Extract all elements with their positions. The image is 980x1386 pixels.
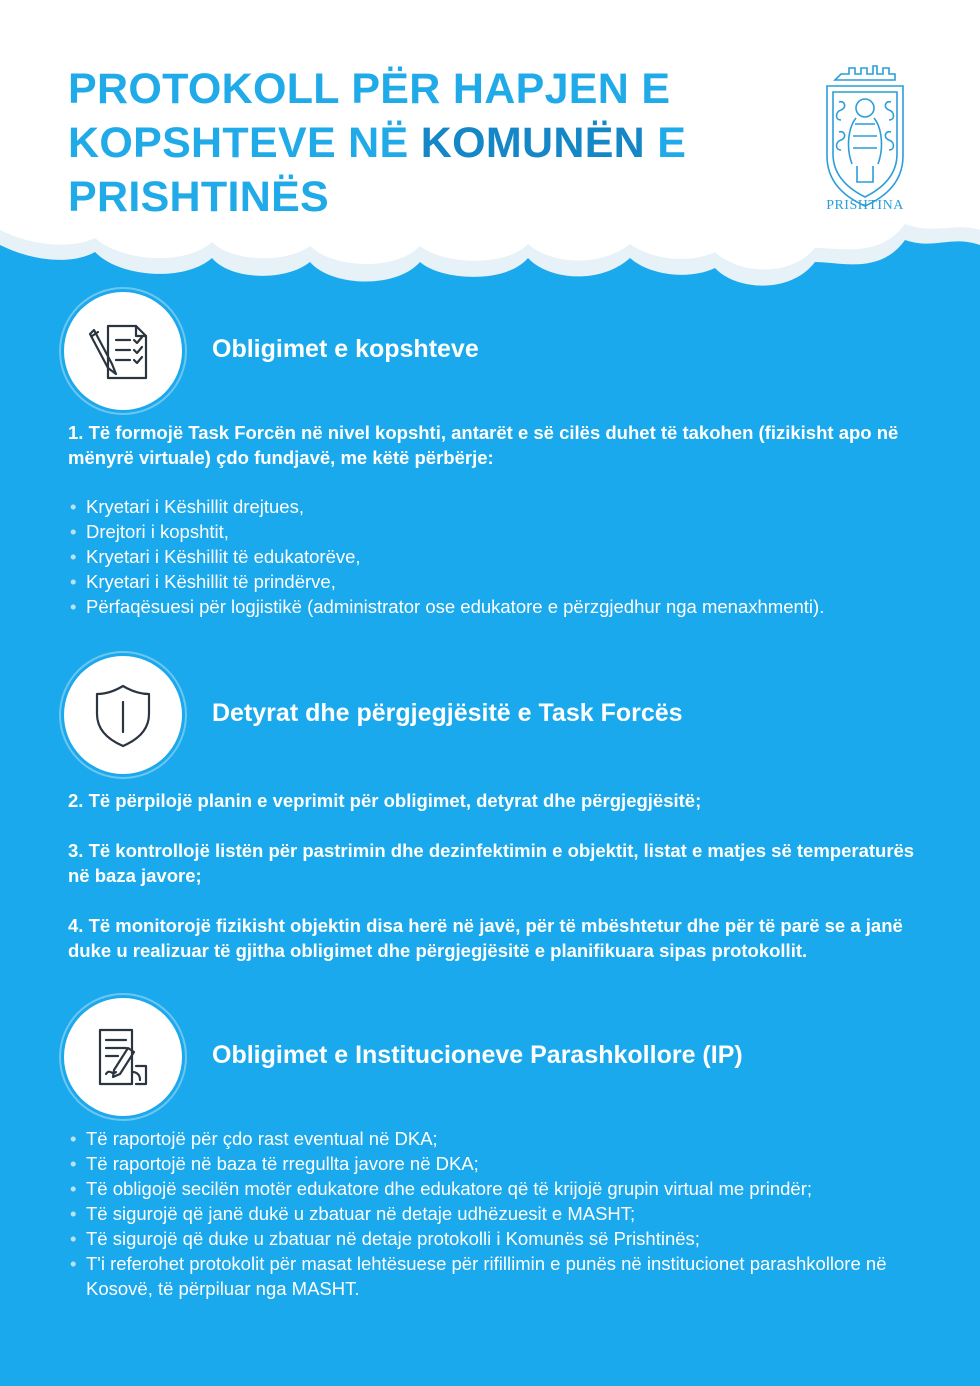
section-2-paragraph-1: 2. Të përpilojë planin e veprimit për obligimet, detyrat dhe përgjegjësitë; <box>68 790 702 811</box>
logo-text: PRISHTINA <box>826 198 904 213</box>
title-part-1: PROTOKOLL PËR HAPJEN E KOPSHTEVE NË <box>68 65 671 167</box>
list-item: • Të raportojë për çdo rast eventual në DKA; <box>68 1126 928 1151</box>
section-title-obligimet-ip: Obligimet e Institucioneve Parashkollore (IP) <box>212 1041 743 1069</box>
list-item: • Të sigurojë që duke u zbatuar në detaje protokolli i Komunës së Prishtinës; <box>68 1226 928 1251</box>
page-title <box>68 62 788 224</box>
document-signing-icon <box>64 998 182 1116</box>
checklist-pencil-icon <box>64 292 182 410</box>
list-item: • Kryetari i Këshillit të prindërve, <box>68 569 928 594</box>
section-title-detyrat-task-force: Detyrat dhe përgjegjësitë e Task Forcës <box>212 699 683 727</box>
section-2-paragraph-3: 4. Të monitorojë fizikisht objektin disa herë në javë, për të mbështetur dhe për të parë se a janë duke u realizuar të gjitha obligimet dhe përgjegjësitë e planifikuara sipas protokollit. <box>68 915 903 961</box>
title-part-2: KOMUNËN <box>420 119 646 167</box>
list-item: • Kryetari i Këshillit të edukatorëve, <box>68 544 928 569</box>
list-item: • Të obligojë secilën motër edukatore dhe edukatore që të krijojë grupin virtual me prindër; <box>68 1176 928 1201</box>
header <box>0 0 980 330</box>
section-2-paragraph-2: 3. Të kontrollojë listën për pastrimin dhe dezinfektimin e objektit, listat e matjes së temperaturës në baza javore; <box>68 840 915 886</box>
list-item: • T'i referohet protokolit për masat lehtësuese për rifillimin e punës në institucionet parashkollore në Kosovë, të përpiluar nga MASHT. <box>68 1251 928 1301</box>
list-item: • Përfaqësuesi për logjistikë (administrator ose edukatore e përzgjedhur nga menaxhmenti). <box>68 594 928 619</box>
section-3-bullet-list <box>68 1126 928 1301</box>
section-title-obligimet-kopshteve: Obligimet e kopshteve <box>212 335 479 363</box>
title-part-3: E PRISHTINËS <box>68 119 687 221</box>
section-1-paragraph: 1. Të formojë Task Forcën në nivel kopshti, antarët e së cilës duhet të takohen (fizikisht apo në mënyrë virtuale) çdo fundjavë, me këtë përbërje: <box>68 422 899 468</box>
list-item: • Drejtori i kopshtit, <box>68 519 928 544</box>
list-item: • Kryetari i Këshillit drejtues, <box>68 494 928 519</box>
section-1-bullet-list <box>68 494 928 619</box>
list-item: • Të raportojë në baza të rregullta javore në DKA; <box>68 1151 928 1176</box>
list-item: • Të sigurojë që janë dukë u zbatuar në detaje udhëzuesit e MASHT; <box>68 1201 928 1226</box>
shield-icon <box>64 656 182 774</box>
